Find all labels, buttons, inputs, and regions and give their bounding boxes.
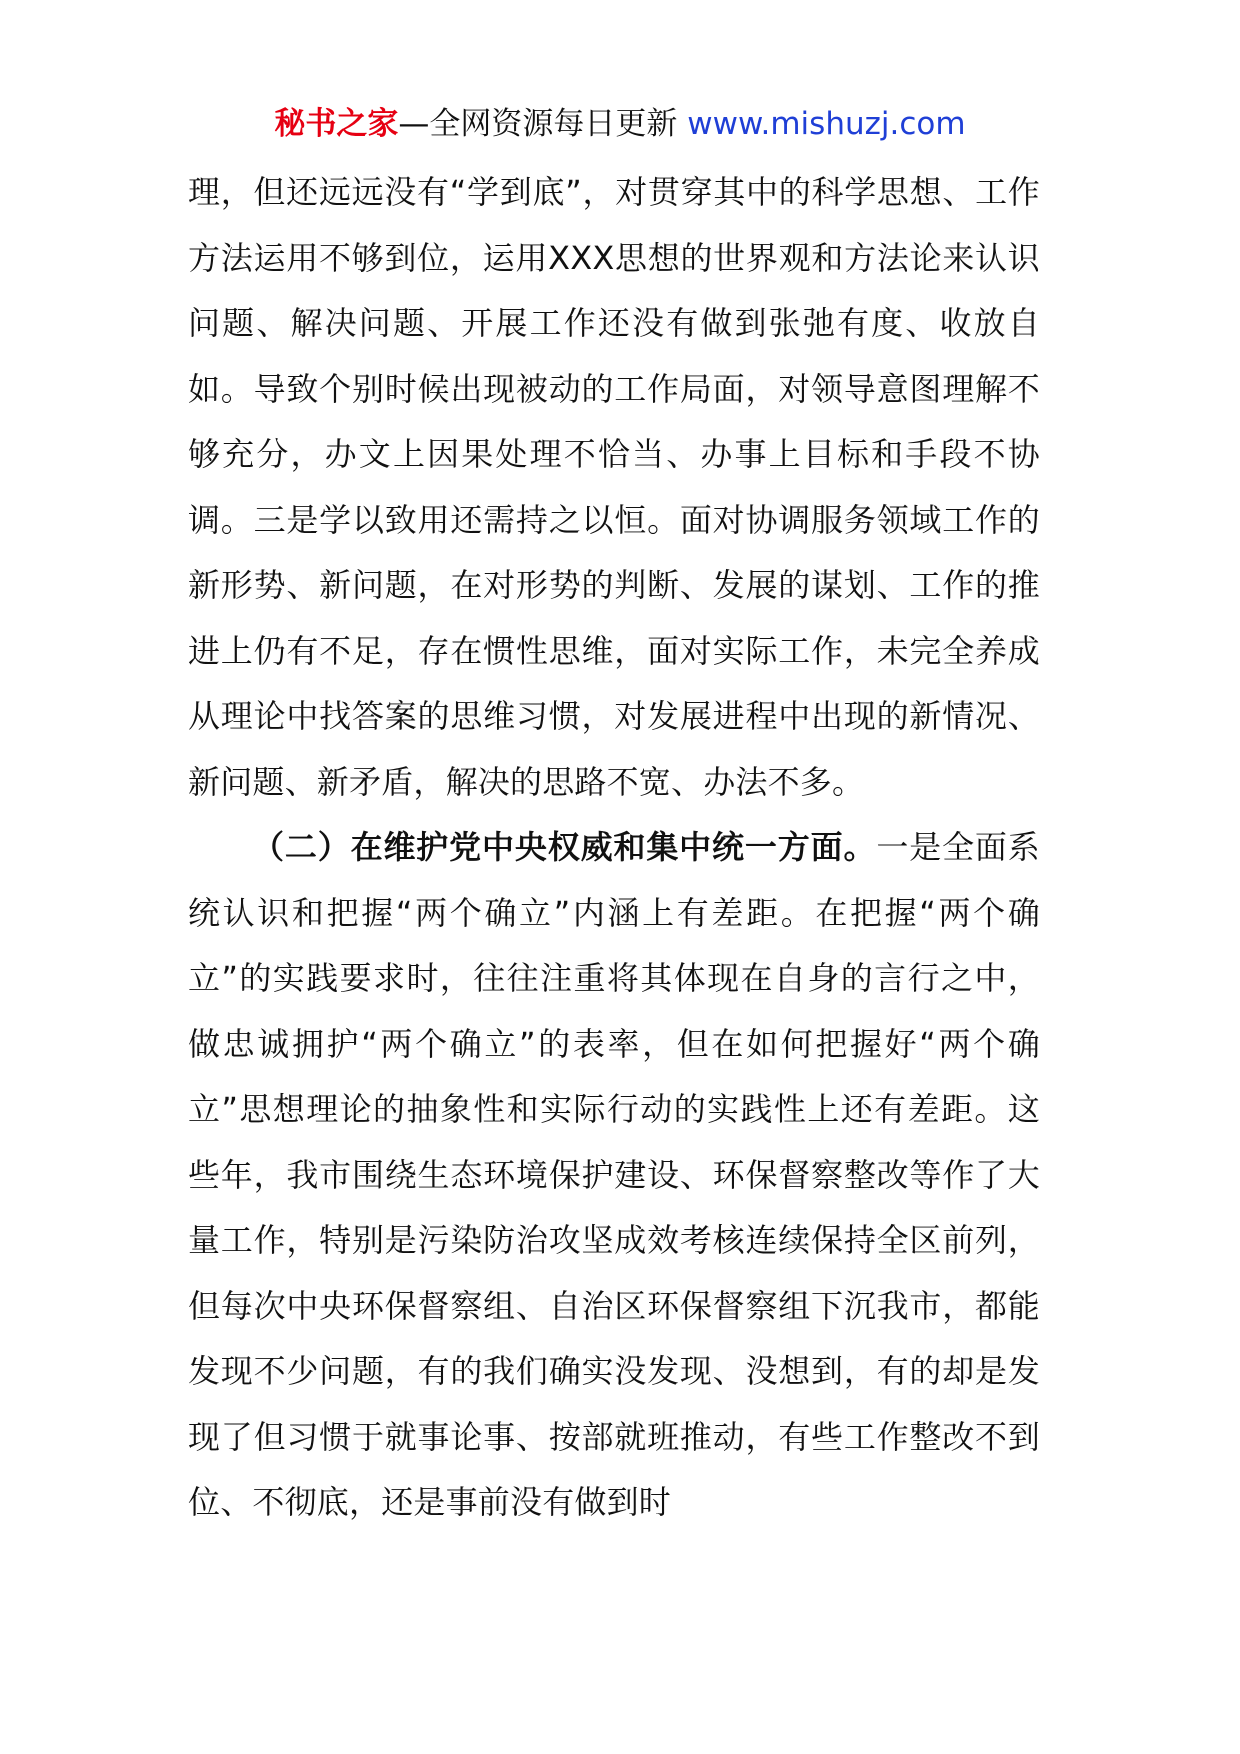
section-body: 一是全面系统认识和把握“两个确立”内涵上有差距。在把握“两个确立”的实践要求时，往往注重将其体现在自身的言行之中，做忠诚拥护“两个确立”的表率，但在如何把握好“两个确立”思想理论的抽象性和实际行动的实践性上还有差距。这些年，我市围绕生态环境保护建设、环保督察整改等作了大量工作，特别是污染防治攻坚成效考核连续保持全区前列，但每次中央环保督察组、自治区环保督察组下沉我市，都能发现不少问题，有的我们确实没发现、没想到，有的却是发现了但习惯于就事论事、按部就班推动，有些工作整改不到位、不彻底，还是事前没有做到时 [188, 828, 1040, 1521]
header-tagline: —全网资源每日更新 [398, 106, 688, 142]
paragraph-section-two [188, 815, 1040, 1536]
header-brand: 秘书之家 [274, 106, 399, 142]
paragraph-continuation: 理，但还远远没有“学到底”，对贯穿其中的科学思想、工作方法运用不够到位，运用XXX思想的世界观和方法论来认识问题、解决问题、开展工作还没有做到张弛有度、收放自如。导致个别时候出现被动的工作局面，对领导意图理解不够充分，办文上因果处理不恰当、办事上目标和手段不协调。三是学以致用还需持之以恒。面对协调服务领域工作的新形势、新问题，在对形势的判断、发展的谋划、工作的推进上仍有不足，存在惯性思维，面对实际工作，未完全养成从理论中找答案的思维习惯，对发展进程中出现的新情况、新问题、新矛盾，解决的思路不宽、办法不多。 [188, 173, 1040, 801]
section-heading: （二）在维护党中央权威和集中统一方面。 [252, 828, 877, 866]
document-body [188, 160, 1040, 1536]
header-url-link[interactable]: www.mishuzj.com [687, 106, 966, 142]
page-header [0, 102, 1240, 146]
